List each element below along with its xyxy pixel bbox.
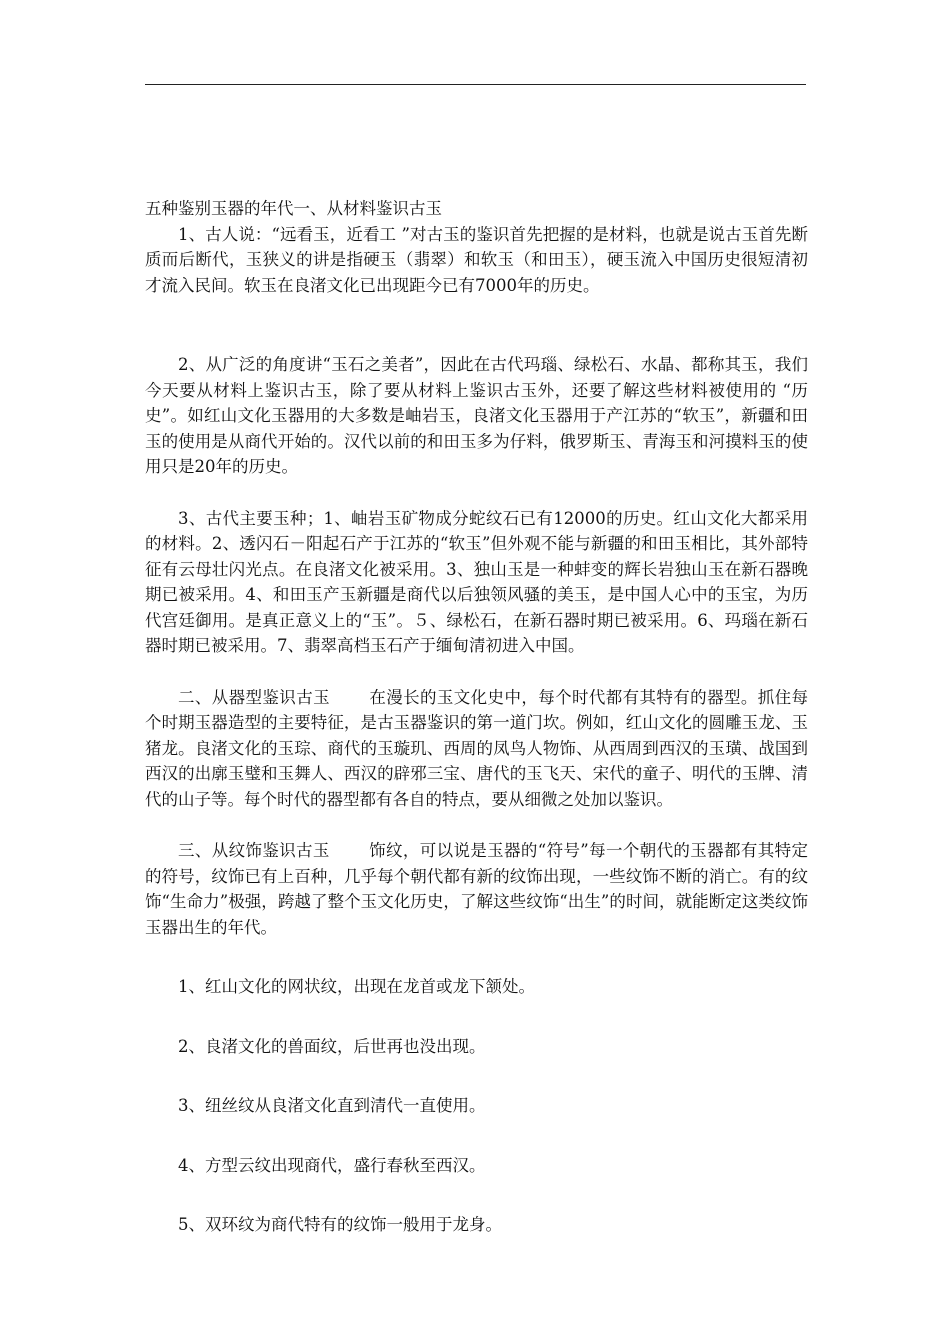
- list-item: 2、良渚文化的兽面纹，后世再也没出现。: [178, 1036, 486, 1056]
- paragraph-3: 3、古代主要玉种；1、岫岩玉矿物成分蛇纹石已有12000的历史。红山文化大都采用的材料。2、透闪石－阳起石产于江苏的“软玉”但外观不能与新疆的和田玉相比，其外部特征有云母壮闪光点。在良渚文化被采用。3、独山玉是一种蚌变的辉长岩独山玉在新石器晚期已被采用。4、和田玉产玉新疆是商代以后独领风骚的美玉，是中国人心中的玉宝，为历代宫廷御用。是真正意义上的“玉”。５、绿松石，在新石器时期已被采用。6、玛瑙在新石器时期已被采用。7、翡翠高档玉石产于缅甸清初进入中国。: [145, 508, 808, 655]
- paragraph-5: 三、从纹饰鉴识古玉 饰纹，可以说是玉器的“符号”每一个朝代的玉器都有其特定的符号，纹饰已有上百种，几乎每个朝代都有新的纹饰出现，一些纹饰不断的消亡。有的纹饰“生命力”极强，跨越了整个玉文化历史，了解这些纹饰“出生”的时间，就能断定这类纹饰玉器出生的年代。: [145, 841, 808, 937]
- list-item: 4、方型云纹出现商代，盛行春秋至西汉。: [178, 1155, 486, 1175]
- paragraph-2: 2、从广泛的角度讲“玉石之美者”，因此在古代玛瑙、绿松石、水晶、都称其玉，我们今天要从材料上鉴识古玉，除了要从材料上鉴识古玉外，还要了解这些材料被使用的 “历史”。如红山文化玉器用的大多数是岫岩玉，良渚文化玉器用于产江苏的“软玉”，新疆和田玉的使用是从商代开始的。汉代以前的和田玉多为仔料，俄罗斯玉、青海玉和河摸料玉的使用只是20年的历史。: [145, 355, 808, 476]
- list-item: 1、红山文化的网状纹，出现在龙首或龙下颔处。: [178, 977, 535, 996]
- paragraph-4: 二、从器型鉴识古玉 在漫长的玉文化史中，每个时代都有其特有的器型。抓住每个时期玉器造型的主要特征，是古玉器鉴识的第一道门坎。例如，红山文化的圆雕玉龙、玉猪龙。良渚文化的玉琮、商代的玉璇玑、西周的凤鸟人物饰、从西周到西汉的玉璜、战国到西汉的出廓玉璧和玉舞人、西汉的辟邪三宝、唐代的玉飞天、宋代的童子、明代的玉牌、清代的山子等。每个时代的器型都有各自的特点，要从细微之处加以鉴识。: [145, 687, 808, 809]
- document-body: [145, 196, 808, 1238]
- list-item: 5、双环纹为商代特有的纹饰一般用于龙身。: [178, 1215, 502, 1234]
- paragraph-1: 1、古人说：“远看玉，近看工 ”对古玉的鉴识首先把握的是材料，也就是说古玉首先断质而后断代，玉狭义的讲是指硬玉（翡翠）和软玉（和田玉），硬玉流入中国历史很短清初才流入民间。软玉在良渚文化已出现距今已有7000年的历史。: [145, 224, 808, 295]
- header-rule: [145, 84, 806, 85]
- document-title: 五种鉴别玉器的年代一、从材料鉴识古玉: [145, 199, 442, 218]
- list-item: 3、纽丝纹从良渚文化直到清代一直使用。: [178, 1096, 486, 1115]
